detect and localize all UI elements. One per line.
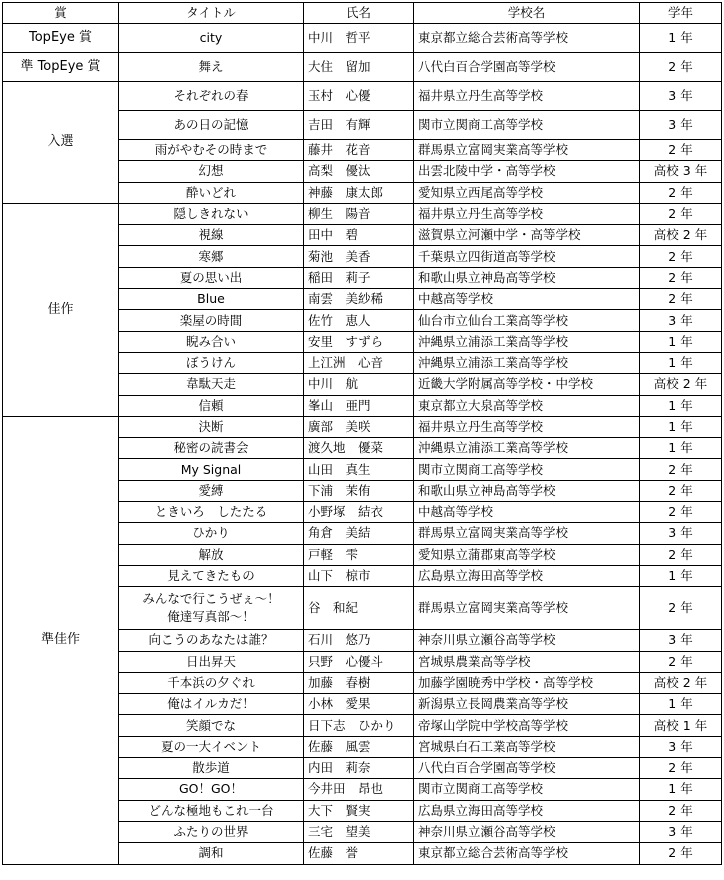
grade-cell: 2 年 (640, 480, 722, 501)
grade-cell: 3 年 (640, 82, 722, 111)
school-cell: 千葉県立四街道高等学校 (414, 246, 640, 267)
name-cell: 佐藤 誉 (304, 843, 414, 864)
title-cell: 夏の思い出 (119, 267, 304, 288)
name-cell: 玉村 心優 (304, 82, 414, 111)
title-line-1: みんなで行こうぜぇ～！ (142, 591, 280, 607)
header-name: 氏名 (304, 3, 414, 24)
school-cell: 仙台市立仙台工業高等学校 (414, 310, 640, 331)
grade-cell: 3 年 (640, 523, 722, 544)
award-cell-jun-kasaku: 準佳作 (3, 416, 119, 864)
school-cell: 愛知県立蒲郡東高等学校 (414, 544, 640, 565)
grade-cell: 2 年 (640, 246, 722, 267)
grade-cell: 2 年 (640, 203, 722, 224)
name-cell: 神藤 康太郎 (304, 182, 414, 203)
name-cell: 石川 悠乃 (304, 630, 414, 651)
grade-cell: 2 年 (640, 544, 722, 565)
title-cell: 日出昇天 (119, 651, 304, 672)
title-cell: 散歩道 (119, 758, 304, 779)
school-cell: 八代白百合学園高等学校 (414, 758, 640, 779)
school-cell: 関市立関商工高等学校 (414, 779, 640, 800)
award-cell-jun-topeye: 準 TopEye 賞 (3, 53, 119, 82)
school-cell: 神奈川県立瀬谷高等学校 (414, 630, 640, 651)
name-cell: 角倉 美結 (304, 523, 414, 544)
table-row (3, 53, 722, 82)
title-cell: 楽屋の時間 (119, 310, 304, 331)
title-cell: 千本浜の夕ぐれ (119, 672, 304, 693)
grade-cell: 2 年 (640, 758, 722, 779)
title-cell: 決断 (119, 416, 304, 437)
name-cell: 大下 賢実 (304, 800, 414, 821)
school-cell: 関市立関商工高等学校 (414, 459, 640, 480)
name-cell: 山田 真生 (304, 459, 414, 480)
school-cell: 東京都立総合芸術高等学校 (414, 843, 640, 864)
school-cell: 福井県立丹生高等学校 (414, 416, 640, 437)
school-cell: 滋賀県立河瀬中学・高等学校 (414, 225, 640, 246)
table-row (3, 203, 722, 224)
title-cell: 視線 (119, 225, 304, 246)
title-cell: 見えてきたもの (119, 565, 304, 586)
name-cell: 三宅 望美 (304, 821, 414, 842)
name-cell: 佐藤 風雲 (304, 736, 414, 757)
title-cell: 信頼 (119, 395, 304, 416)
school-cell: 和歌山県立神島高等学校 (414, 267, 640, 288)
school-cell: 沖縄県立浦添工業高等学校 (414, 438, 640, 459)
school-cell: 東京都立総合芸術高等学校 (414, 24, 640, 53)
title-cell: Blue (119, 289, 304, 310)
header-grade: 学年 (640, 3, 722, 24)
header-school: 学校名 (414, 3, 640, 24)
grade-cell: 2 年 (640, 289, 722, 310)
title-cell: 愛縛 (119, 480, 304, 501)
school-cell: 近畿大学附属高等学校・中学校 (414, 374, 640, 395)
name-cell: 藤井 花音 (304, 140, 414, 161)
name-cell: 南雲 美紗稀 (304, 289, 414, 310)
name-cell: 高梨 優汰 (304, 161, 414, 182)
award-cell-nyusen: 入選 (3, 82, 119, 204)
school-cell: 広島県立海田高等学校 (414, 565, 640, 586)
name-cell: 山下 椋市 (304, 565, 414, 586)
school-cell: 沖縄県立浦添工業高等学校 (414, 352, 640, 373)
name-cell: 峯山 亜門 (304, 395, 414, 416)
title-cell: My Signal (119, 459, 304, 480)
name-cell: 小野塚 結衣 (304, 502, 414, 523)
name-cell: 佐竹 恵人 (304, 310, 414, 331)
title-cell: ときいろ したたる (119, 502, 304, 523)
grade-cell: 2 年 (640, 140, 722, 161)
grade-cell: 1 年 (640, 438, 722, 459)
grade-cell: 1 年 (640, 395, 722, 416)
title-cell (119, 587, 304, 630)
title-cell: 夏の一大イベント (119, 736, 304, 757)
grade-cell: 2 年 (640, 459, 722, 480)
header-row (3, 3, 722, 24)
school-cell: 沖縄県立浦添工業高等学校 (414, 331, 640, 352)
title-cell: 舞え (119, 53, 304, 82)
title-cell: 酔いどれ (119, 182, 304, 203)
name-cell: 小林 愛果 (304, 694, 414, 715)
school-cell: 福井県立丹生高等学校 (414, 203, 640, 224)
school-cell: 帝塚山学院中学校高等学校 (414, 715, 640, 736)
school-cell: 宮城県農業高等学校 (414, 651, 640, 672)
title-cell: 寒郷 (119, 246, 304, 267)
name-cell: 柳生 陽音 (304, 203, 414, 224)
grade-cell: 2 年 (640, 651, 722, 672)
award-cell-kasaku: 佳作 (3, 203, 119, 416)
title-cell: ぼうけん (119, 352, 304, 373)
name-cell: 今井田 昂也 (304, 779, 414, 800)
table-row (3, 416, 722, 437)
name-cell: 加藤 春樹 (304, 672, 414, 693)
school-cell: 関市立関商工高等学校 (414, 111, 640, 140)
school-cell: 和歌山県立神島高等学校 (414, 480, 640, 501)
grade-cell: 高校 2 年 (640, 672, 722, 693)
school-cell: 中越高等学校 (414, 289, 640, 310)
school-cell: 群馬県立富岡実業高等学校 (414, 140, 640, 161)
grade-cell: 2 年 (640, 587, 722, 630)
title-cell: 雨がやむその時まで (119, 140, 304, 161)
grade-cell: 高校 3 年 (640, 161, 722, 182)
name-cell: 大住 留加 (304, 53, 414, 82)
title-cell: 幻想 (119, 161, 304, 182)
name-cell: 菊池 美香 (304, 246, 414, 267)
title-cell: 調和 (119, 843, 304, 864)
school-cell: 神奈川県立瀬谷高等学校 (414, 821, 640, 842)
award-cell-topeye: TopEye 賞 (3, 24, 119, 53)
title-cell: 韋駄天走 (119, 374, 304, 395)
grade-cell: 1 年 (640, 694, 722, 715)
name-cell: 吉田 有輝 (304, 111, 414, 140)
school-cell: 加藤学園暁秀中学校・高等学校 (414, 672, 640, 693)
award-results-table (2, 2, 722, 865)
name-cell: 廣部 美咲 (304, 416, 414, 437)
grade-cell: 3 年 (640, 736, 722, 757)
grade-cell: 3 年 (640, 310, 722, 331)
name-cell: 稲田 莉子 (304, 267, 414, 288)
school-cell: 新潟県立長岡農業高等学校 (414, 694, 640, 715)
school-cell: 愛知県立西尾高等学校 (414, 182, 640, 203)
grade-cell: 1 年 (640, 779, 722, 800)
title-cell: どんな極地もこれ一台 (119, 800, 304, 821)
title-cell: 向こうのあなたは誰？ (119, 630, 304, 651)
grade-cell: 2 年 (640, 843, 722, 864)
name-cell: 中川 航 (304, 374, 414, 395)
title-cell: 秘密の読書会 (119, 438, 304, 459)
grade-cell: 2 年 (640, 800, 722, 821)
name-cell: 日下志 ひかり (304, 715, 414, 736)
name-cell: 下浦 茉侑 (304, 480, 414, 501)
grade-cell: 3 年 (640, 111, 722, 140)
grade-cell: 2 年 (640, 267, 722, 288)
header-award: 賞 (3, 3, 119, 24)
grade-cell: 2 年 (640, 502, 722, 523)
name-cell: 内田 莉奈 (304, 758, 414, 779)
title-cell: city (119, 24, 304, 53)
name-cell: 中川 哲平 (304, 24, 414, 53)
title-cell: GO！GO！ (119, 779, 304, 800)
grade-cell: 1 年 (640, 565, 722, 586)
title-cell: 笑顔でな (119, 715, 304, 736)
title-line-2: 俺達写真部～！ (167, 609, 255, 625)
grade-cell: 1 年 (640, 24, 722, 53)
school-cell: 八代白百合学園高等学校 (414, 53, 640, 82)
table-row (3, 24, 722, 53)
title-cell: 隠しきれない (119, 203, 304, 224)
title-cell: 俺はイルカだ！ (119, 694, 304, 715)
grade-cell: 高校 1 年 (640, 715, 722, 736)
school-cell: 宮城県白石工業高等学校 (414, 736, 640, 757)
title-cell: それぞれの春 (119, 82, 304, 111)
school-cell: 出雲北陵中学・高等学校 (414, 161, 640, 182)
name-cell: 谷 和紀 (304, 587, 414, 630)
name-cell: 只野 心優斗 (304, 651, 414, 672)
title-cell: あの日の記憶 (119, 111, 304, 140)
grade-cell: 高校 2 年 (640, 374, 722, 395)
school-cell: 福井県立丹生高等学校 (414, 82, 640, 111)
title-cell: ふたりの世界 (119, 821, 304, 842)
school-cell: 東京都立大泉高等学校 (414, 395, 640, 416)
school-cell: 群馬県立富岡実業高等学校 (414, 587, 640, 630)
grade-cell: 2 年 (640, 182, 722, 203)
name-cell: 戸軽 雫 (304, 544, 414, 565)
name-cell: 田中 碧 (304, 225, 414, 246)
title-cell: 睨み合い (119, 331, 304, 352)
school-cell: 広島県立海田高等学校 (414, 800, 640, 821)
header-title: タイトル (119, 3, 304, 24)
grade-cell: 1 年 (640, 416, 722, 437)
grade-cell: 3 年 (640, 630, 722, 651)
grade-cell: 1 年 (640, 352, 722, 373)
school-cell: 群馬県立富岡実業高等学校 (414, 523, 640, 544)
grade-cell: 3 年 (640, 821, 722, 842)
table-row (3, 82, 722, 111)
name-cell: 渡久地 優菜 (304, 438, 414, 459)
name-cell: 上江洲 心音 (304, 352, 414, 373)
title-cell: ひかり (119, 523, 304, 544)
grade-cell: 高校 2 年 (640, 225, 722, 246)
name-cell: 安里 すずら (304, 331, 414, 352)
school-cell: 中越高等学校 (414, 502, 640, 523)
grade-cell: 2 年 (640, 53, 722, 82)
title-cell: 解放 (119, 544, 304, 565)
grade-cell: 1 年 (640, 331, 722, 352)
